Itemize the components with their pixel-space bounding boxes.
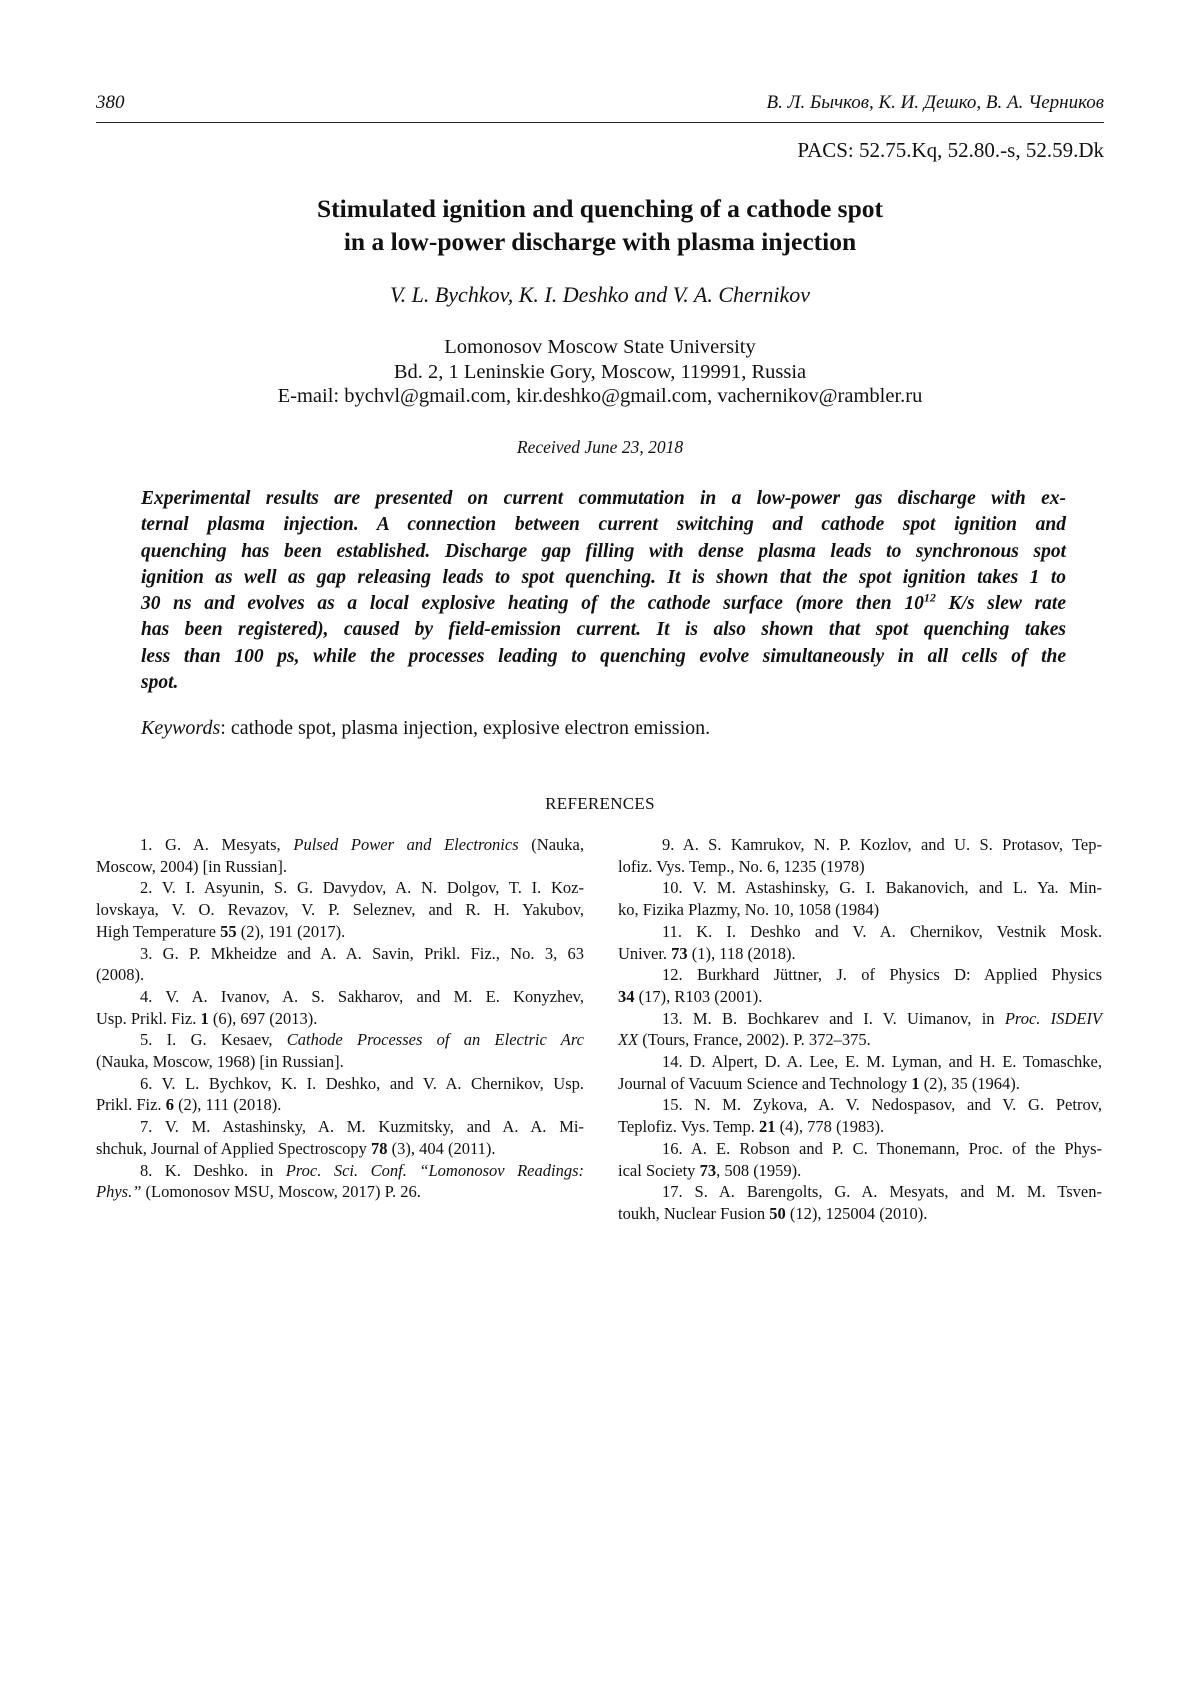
- reference-item: 11. K. I. Deshko and V. A. Chernikov, Vestnik Mosk. Univer. 73 (1), 118 (2018).: [618, 921, 1102, 964]
- affiliation-emails: E-mail: bychvl@gmail.com, kir.deshko@gmail.com, vachernikov@rambler.ru: [150, 384, 1050, 409]
- reference-item: 4. V. A. Ivanov, A. S. Sakharov, and M. E. Konyzhev, Usp. Prikl. Fiz. 1 (6), 697 (2013).: [96, 986, 584, 1029]
- abstract-line: has been registered), caused by field-emission current. It is also shown that spot quenching takes: [141, 617, 1066, 643]
- abstract-line: 30 ns and evolves as a local explosive heating of the cathode surface (more then 1012 K/s slew rate: [141, 591, 1066, 617]
- reference-item: 10. V. M. Astashinsky, G. I. Bakanovich, and L. Ya. Min- ko, Fizika Plazmy, No. 10, 1058 (1984): [618, 877, 1102, 920]
- keywords: [141, 717, 710, 740]
- article-page: [0, 0, 1200, 1698]
- affiliation: [150, 335, 1050, 409]
- affiliation-address: Bd. 2, 1 Leninskie Gory, Moscow, 119991, Russia: [150, 360, 1050, 385]
- reference-item: 3. G. P. Mkheidze and A. A. Savin, Prikl. Fiz., No. 3, 63 (2008).: [96, 943, 584, 986]
- abstract: [141, 486, 1066, 696]
- abstract-line: ternal plasma injection. A connection between current switching and cathode spot ignition and: [141, 512, 1066, 538]
- references-right-column: [618, 834, 1102, 1225]
- article-title: [150, 192, 1050, 258]
- reference-item: 5. I. G. Kesaev, Cathode Processes of an Electric Arc (Nauka, Moscow, 1968) [in Russian].: [96, 1029, 584, 1072]
- reference-item: 8. K. Deshko. in Proc. Sci. Conf. “Lomonosov Readings: Phys.” (Lomonosov MSU, Moscow, 2017) P. 26.: [96, 1160, 584, 1203]
- received-date: Received June 23, 2018: [150, 437, 1050, 458]
- running-head: В. Л. Бычков, К. И. Дешко, В. А. Черников: [767, 92, 1104, 114]
- reference-item: 2. V. I. Asyunin, S. G. Davydov, A. N. Dolgov, T. I. Koz- lovskaya, V. O. Revazov, V. P. Seleznev, and R. H. Yakubov, High Temperature 55 (2), 191 (2017).: [96, 877, 584, 942]
- reference-item: 1. G. A. Mesyats, Pulsed Power and Electronics (Nauka, Moscow, 2004) [in Russian].: [96, 834, 584, 877]
- reference-item: 6. V. L. Bychkov, K. I. Deshko, and V. A. Chernikov, Usp. Prikl. Fiz. 6 (2), 111 (2018).: [96, 1073, 584, 1116]
- reference-item: 15. N. M. Zykova, A. V. Nedospasov, and V. G. Petrov, Teplofiz. Vys. Temp. 21 (4), 778 (1983).: [618, 1094, 1102, 1137]
- affiliation-name: Lomonosov Moscow State University: [150, 335, 1050, 360]
- abstract-line: spot.: [141, 670, 1066, 696]
- reference-item: 14. D. Alpert, D. A. Lee, E. M. Lyman, and H. E. Tomaschke, Journal of Vacuum Science and Technology 1 (2), 35 (1964).: [618, 1051, 1102, 1094]
- authors: V. L. Bychkov, K. I. Deshko and V. A. Chernikov: [150, 282, 1050, 308]
- reference-item: 12. Burkhard Jüttner, J. of Physics D: Applied Physics 34 (17), R103 (2001).: [618, 964, 1102, 1007]
- keywords-label: Keywords: [141, 717, 220, 739]
- exponent: 12: [924, 591, 936, 605]
- keywords-text: : cathode spot, plasma injection, explosive electron emission.: [220, 717, 710, 739]
- title-line: Stimulated ignition and quenching of a cathode spot: [150, 192, 1050, 225]
- reference-item: 9. A. S. Kamrukov, N. P. Kozlov, and U. S. Protasov, Tep- lofiz. Vys. Temp., No. 6, 1235 (1978): [618, 834, 1102, 877]
- abstract-line: ignition as well as gap releasing leads to spot quenching. It is shown that the spot ignition takes 1 to: [141, 565, 1066, 591]
- abstract-line: quenching has been established. Discharge gap filling with dense plasma leads to synchronous spot: [141, 539, 1066, 565]
- abstract-line: Experimental results are presented on current commutation in a low-power gas discharge with ex-: [141, 486, 1066, 512]
- reference-item: 13. M. B. Bochkarev and I. V. Uimanov, in Proc. ISDEIV XX (Tours, France, 2002). P. 372–375.: [618, 1008, 1102, 1051]
- reference-item: 16. A. E. Robson and P. C. Thonemann, Proc. of the Phys- ical Society 73, 508 (1959).: [618, 1138, 1102, 1181]
- references-left-column: [96, 834, 584, 1203]
- references-heading: REFERENCES: [150, 794, 1050, 814]
- pacs-codes: PACS: 52.75.Kq, 52.80.-s, 52.59.Dk: [797, 138, 1104, 163]
- reference-item: 7. V. M. Astashinsky, A. M. Kuzmitsky, and A. A. Mi- shchuk, Journal of Applied Spectroscopy 78 (3), 404 (2011).: [96, 1116, 584, 1159]
- page-header: [96, 92, 1104, 123]
- title-line: in a low-power discharge with plasma injection: [150, 225, 1050, 258]
- abstract-line: less than 100 ps, while the processes leading to quenching evolve simultaneously in all cells of the: [141, 644, 1066, 670]
- reference-item: 17. S. A. Barengolts, G. A. Mesyats, and M. M. Tsven- toukh, Nuclear Fusion 50 (12), 125004 (2010).: [618, 1181, 1102, 1224]
- page-number: 380: [96, 92, 125, 114]
